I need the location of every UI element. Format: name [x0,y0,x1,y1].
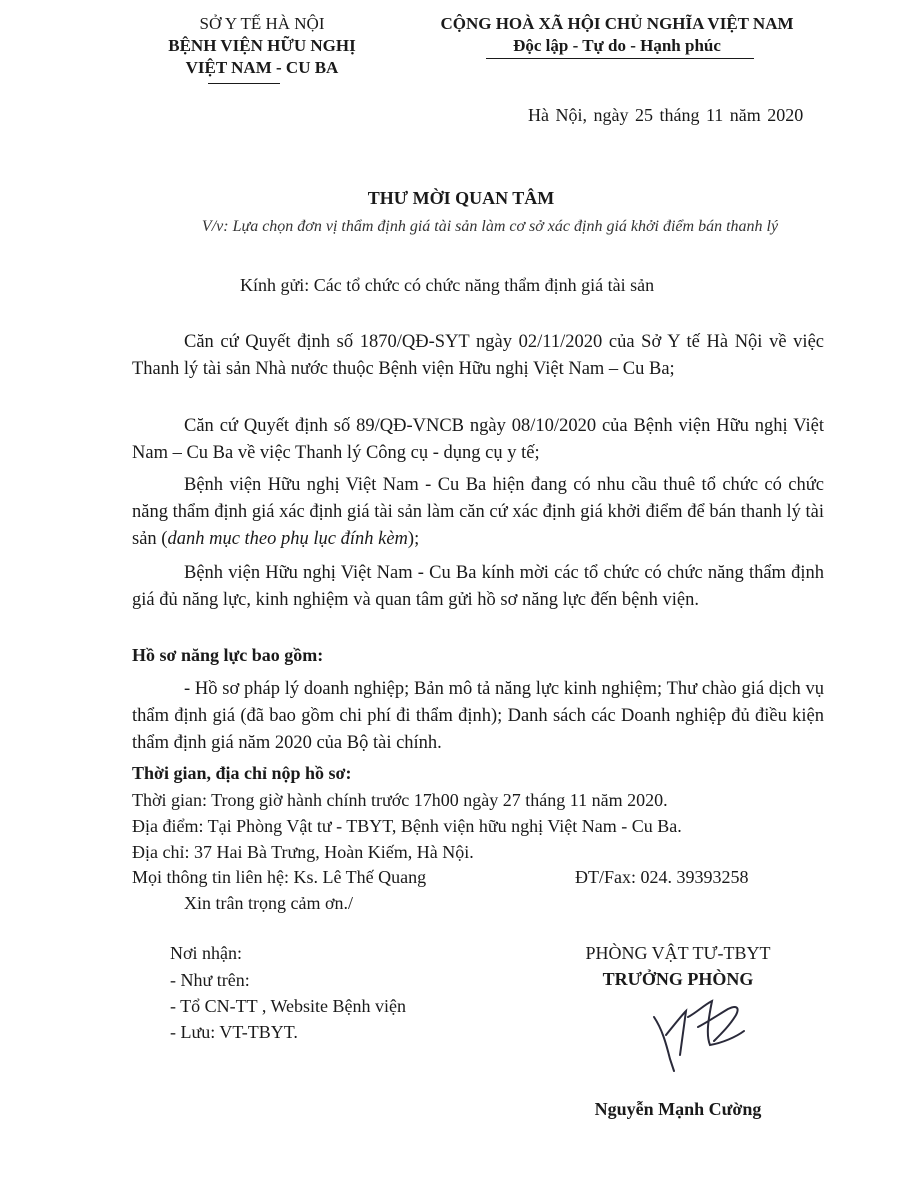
recipient-item: - Lưu: VT-TBYT. [170,1022,298,1042]
submission-heading: Thời gian, địa chỉ nộp hồ sơ: [132,763,352,783]
signer-name: Nguyễn Mạnh Cường [594,1099,762,1119]
paragraph-4: Bệnh viện Hữu nghị Việt Nam - Cu Ba kính mời các tổ chức có chức năng thẩm định giá đủ năng lực, kinh nghiệm và quan tâm gửi hồ sơ năng lực đến bệnh viện. [132,563,824,610]
motto: Độc lập - Tự do - Hạnh phúc [513,36,721,55]
signer-department: PHÒNG VẬT TƯ-TBYT [585,943,771,963]
document-title: THƯ MỜI QUAN TÂM [367,188,555,208]
salutation: Kính gửi: Các tổ chức có chức năng thẩm định giá tài sản [240,275,655,295]
subject-line: V/v: Lựa chọn đơn vị thẩm định giá tài sản làm cơ sở xác định giá khởi điểm bán thanh lý [201,218,779,235]
recipient-item: - Như trên: [170,970,250,990]
issuing-organization [112,13,412,79]
recipients-block [170,940,510,1045]
handwritten-signature [640,995,760,1075]
contact-phone: ĐT/Fax: 024. 39393258 [575,867,749,887]
paragraph-3 [132,472,824,553]
appendix-reference: danh mục theo phụ lục đính kèm [167,529,408,549]
date-line: Hà Nội, ngày 25 tháng 11 năm 2020 [528,105,804,125]
paragraph-3-end: ); [407,529,420,549]
closing-thanks: Xin trân trọng cảm ơn./ [184,893,353,913]
national-motto [392,13,842,57]
organization-underline [208,83,280,84]
recipient-item: - Tổ CN-TT , Website Bệnh viện [170,996,407,1016]
paragraph-1: Căn cứ Quyết định số 1870/QĐ-SYT ngày 02/11/2020 của Sở Y tế Hà Nội về việc Thanh lý tài sản Nhà nước thuộc Bệnh viện Hữu nghị Việt Nam – Cu Ba; [132,332,824,379]
hospital-name-line2: VIỆT NAM - CU BA [185,58,339,77]
submission-address: Địa chỉ: 37 Hai Bà Trưng, Hoàn Kiếm, Hà Nội. [132,842,474,862]
submission-time: Thời gian: Trong giờ hành chính trước 17h00 ngày 27 tháng 11 năm 2020. [132,790,668,810]
submission-place: Địa điểm: Tại Phòng Vật tư - TBYT, Bệnh viện hữu nghị Việt Nam - Cu Ba. [132,816,682,836]
paragraph-3-text: Bệnh viện Hữu nghị Việt Nam - Cu Ba hiện đang có nhu cầu thuê tổ chức có chức năng thẩm định giá xác định giá tài sản làm căn cứ xác định giá khởi điểm để bán thanh lý tài sản ( [132,475,824,549]
hospital-name-line1: BỆNH VIỆN HỮU NGHỊ [168,36,356,55]
recipients-label: Nơi nhận: [170,943,243,963]
signer-position: TRƯỞNG PHÒNG [602,969,754,989]
contact-person: Mọi thông tin liên hệ: Ks. Lê Thế Quang [132,867,427,887]
nation-name: CỘNG HOÀ XÃ HỘI CHỦ NGHĨA VIỆT NAM [440,14,794,33]
dossier-heading: Hồ sơ năng lực bao gồm: [132,645,324,665]
paragraph-2: Căn cứ Quyết định số 89/QĐ-VNCB ngày 08/10/2020 của Bệnh viện Hữu nghị Việt Nam – Cu Ba về việc Thanh lý Công cụ - dụng cụ y tế; [132,416,824,463]
motto-underline [486,58,754,59]
dossier-requirements: - Hồ sơ pháp lý doanh nghiệp; Bản mô tả năng lực kinh nghiệm; Thư chào giá dịch vụ thẩm định giá (đã bao gồm chi phí đi thẩm định); Danh sách các Doanh nghiệp đủ điều kiện thẩm định giá năm 2020 của Bộ tài chính. [132,679,824,753]
department-of-health: SỞ Y TẾ HÀ NỘI [199,14,325,33]
